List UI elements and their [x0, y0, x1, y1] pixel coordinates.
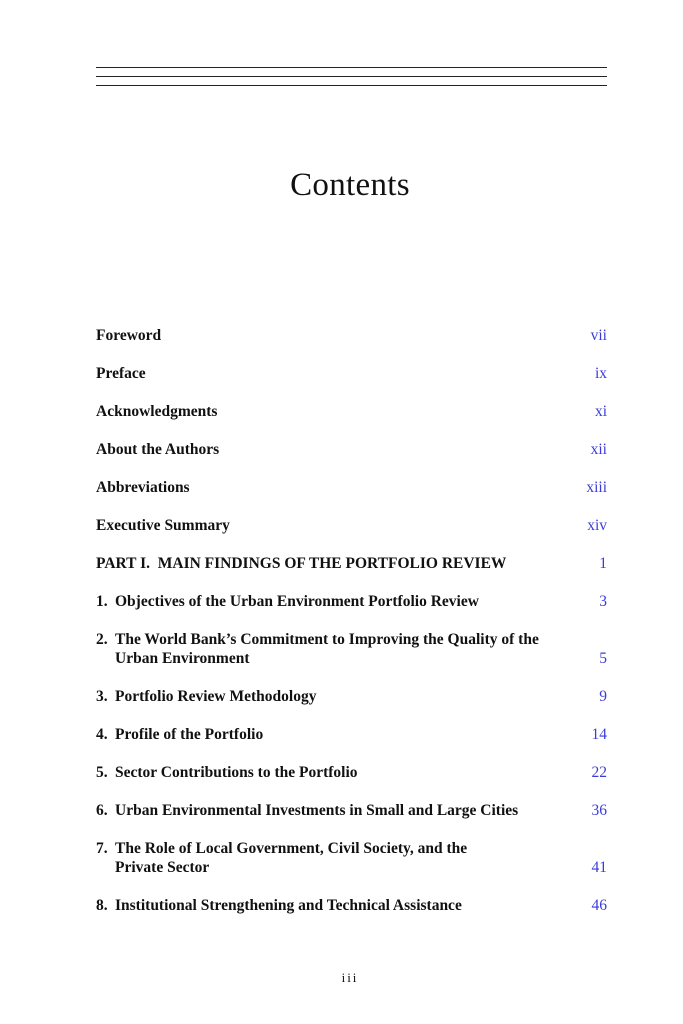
toc-entry-page-link[interactable]: 5: [599, 650, 607, 667]
toc-entry-chapter-5[interactable]: [96, 763, 607, 782]
toc-entry-acknowledgments[interactable]: [96, 402, 607, 421]
header-rule: [96, 67, 607, 68]
toc-entry-page-link[interactable]: xiii: [586, 479, 607, 496]
toc-entry-number: 3.: [96, 688, 108, 705]
toc-entry-title: Executive Summary: [96, 517, 230, 534]
toc-entry-title: Sector Contributions to the Portfolio: [115, 764, 358, 781]
header-rules: [96, 67, 607, 86]
page-number-footer: iii: [341, 970, 359, 985]
toc-entry-executive-summary[interactable]: [96, 516, 607, 535]
toc-entry-title: Acknowledgments: [96, 403, 218, 420]
toc-entry-number: 2.: [96, 631, 108, 648]
toc-entry-title: Portfolio Review Methodology: [115, 688, 317, 705]
toc-entry-title: Institutional Strengthening and Technical Assistance: [115, 897, 462, 914]
toc-entry-number: 5.: [96, 764, 108, 781]
toc-entry-page-link[interactable]: 14: [591, 726, 607, 743]
toc-entry-page-link[interactable]: ix: [594, 365, 607, 382]
toc-entry-page-link[interactable]: vii: [590, 327, 607, 344]
toc-entry-title: Profile of the Portfolio: [115, 726, 264, 743]
toc-entry-about-the-authors[interactable]: [96, 440, 607, 459]
toc-entry-chapter-4[interactable]: [96, 725, 607, 744]
toc-entry-number: 1.: [96, 593, 108, 610]
toc-entry-page-link[interactable]: 1: [599, 555, 607, 572]
toc-entry-preface[interactable]: [96, 364, 607, 383]
toc-entry-number: 8.: [96, 897, 108, 914]
page-title: Contents: [290, 167, 410, 204]
toc-entry-title: About the Authors: [96, 441, 220, 458]
toc-entry-chapter-3[interactable]: [96, 687, 607, 706]
toc-entry-page-link[interactable]: 41: [591, 859, 607, 876]
toc-entry-title: Foreword: [96, 327, 162, 344]
toc-entry-chapter-6[interactable]: [96, 801, 607, 820]
toc-entry-page-link[interactable]: 9: [599, 688, 607, 705]
toc-entry-page-link[interactable]: 3: [599, 593, 607, 610]
toc-entry-abbreviations[interactable]: [96, 478, 607, 497]
toc-entry-title: Abbreviations: [96, 479, 190, 496]
toc-entry-page-link[interactable]: 22: [591, 764, 607, 781]
toc-entry-number: 6.: [96, 802, 108, 819]
table-of-contents: [96, 326, 607, 934]
toc-entry-page-link[interactable]: xi: [594, 403, 607, 420]
toc-entry-chapter-2[interactable]: [96, 630, 607, 668]
header-rule: [96, 85, 607, 86]
header-rule: [96, 76, 607, 77]
toc-entry-title: The World Bank’s Commitment to Improving the Quality of the Urban Environment: [115, 631, 539, 667]
toc-entry-title: Preface: [96, 365, 146, 382]
toc-entry-chapter-8[interactable]: [96, 896, 607, 915]
toc-entry-chapter-1[interactable]: [96, 592, 607, 611]
toc-entry-page-link[interactable]: 36: [591, 802, 607, 819]
toc-entry-number: 4.: [96, 726, 108, 743]
toc-entry-title: Urban Environmental Investments in Small and Large Cities: [115, 802, 519, 819]
toc-entry-chapter-7[interactable]: [96, 839, 607, 877]
toc-entry-title: Objectives of the Urban Environment Portfolio Review: [115, 593, 479, 610]
toc-entry-title: PART I. MAIN FINDINGS OF THE PORTFOLIO REVIEW: [96, 555, 507, 572]
toc-entry-page-link[interactable]: xiv: [587, 517, 607, 534]
toc-entry-title: The Role of Local Government, Civil Society, and the Private Sector: [115, 840, 468, 876]
toc-entry-part-one[interactable]: [96, 554, 607, 573]
toc-entry-number: 7.: [96, 840, 108, 857]
toc-entry-page-link[interactable]: xii: [590, 441, 607, 458]
toc-entry-page-link[interactable]: 46: [591, 897, 607, 914]
toc-entry-foreword[interactable]: [96, 326, 607, 345]
